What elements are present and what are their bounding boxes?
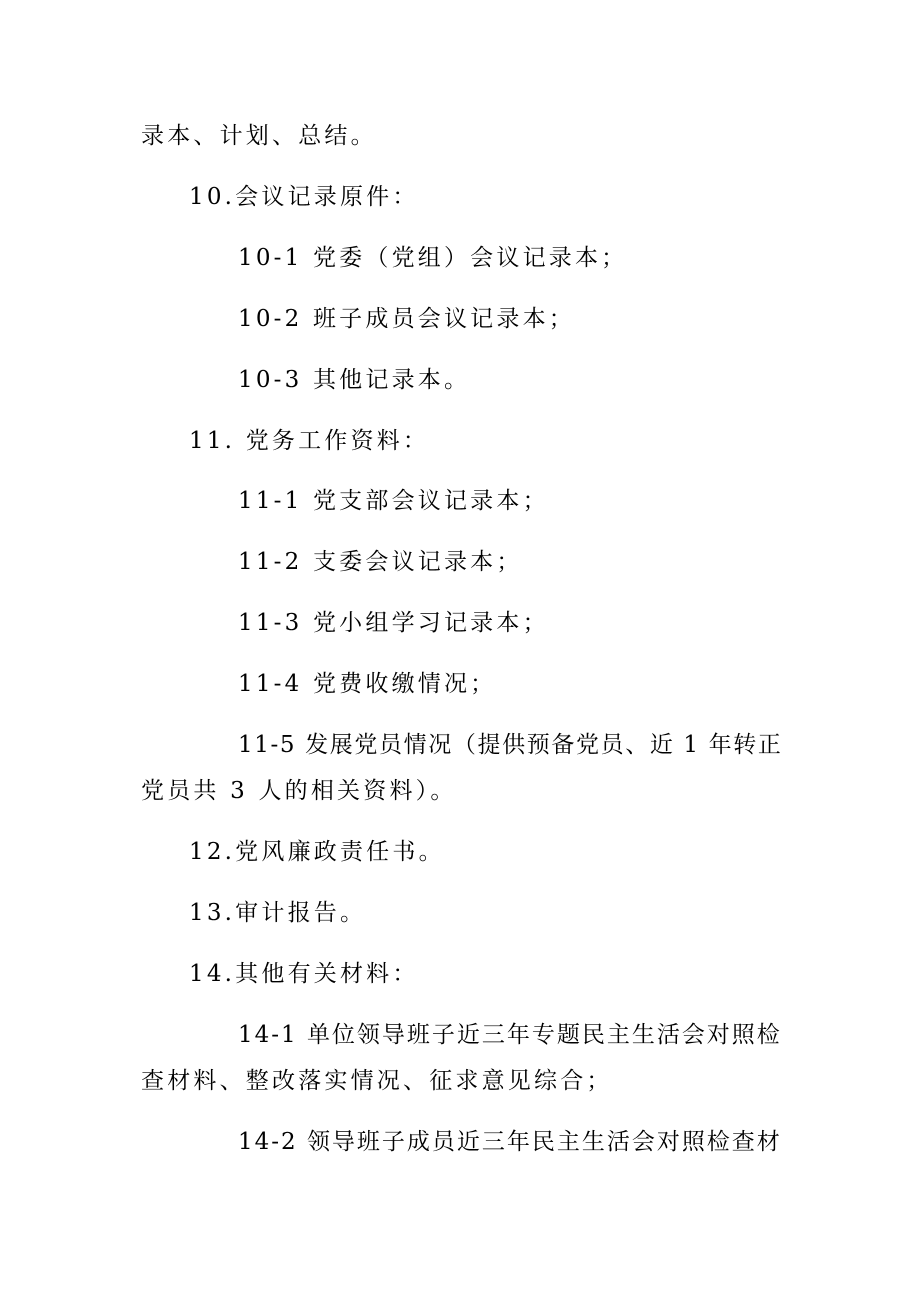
item-11-2: 11-2 支委会议记录本； [238, 549, 523, 575]
item-11-1: 11-1 党支部会议记录本； [238, 488, 549, 514]
item-13: 13.审计报告。 [189, 900, 367, 926]
item-14-2: 14-2 领导班子成员近三年民主生活会对照检查材 [238, 1129, 782, 1155]
item-11-3: 11-3 党小组学习记录本； [238, 610, 549, 636]
item-14-1-continued: 查材料、整改落实情况、征求意见综合； [141, 1068, 613, 1094]
item-10-3: 10-3 其他记录本。 [238, 367, 471, 393]
item-11-5: 11-5 发展党员情况（提供预备党员、近 1 年转正 [238, 732, 783, 758]
item-12: 12.党风廉政责任书。 [189, 839, 445, 865]
item-11-4: 11-4 党费收缴情况； [238, 671, 497, 697]
item-14-1: 14-1 单位领导班子近三年专题民主生活会对照检 [238, 1022, 782, 1048]
item-11-5-continued: 党员共 3 人的相关资料）。 [141, 778, 457, 804]
text-line-1: 录本、计划、总结。 [141, 123, 377, 149]
item-10-heading: 10.会议记录原件： [189, 184, 419, 210]
item-10-2: 10-2 班子成员会议记录本； [238, 306, 575, 332]
item-11-heading: 11. 党务工作资料： [189, 428, 430, 454]
item-14-heading: 14.其他有关材料： [189, 961, 419, 987]
item-10-1: 10-1 党委（党组）会议记录本； [238, 245, 628, 271]
